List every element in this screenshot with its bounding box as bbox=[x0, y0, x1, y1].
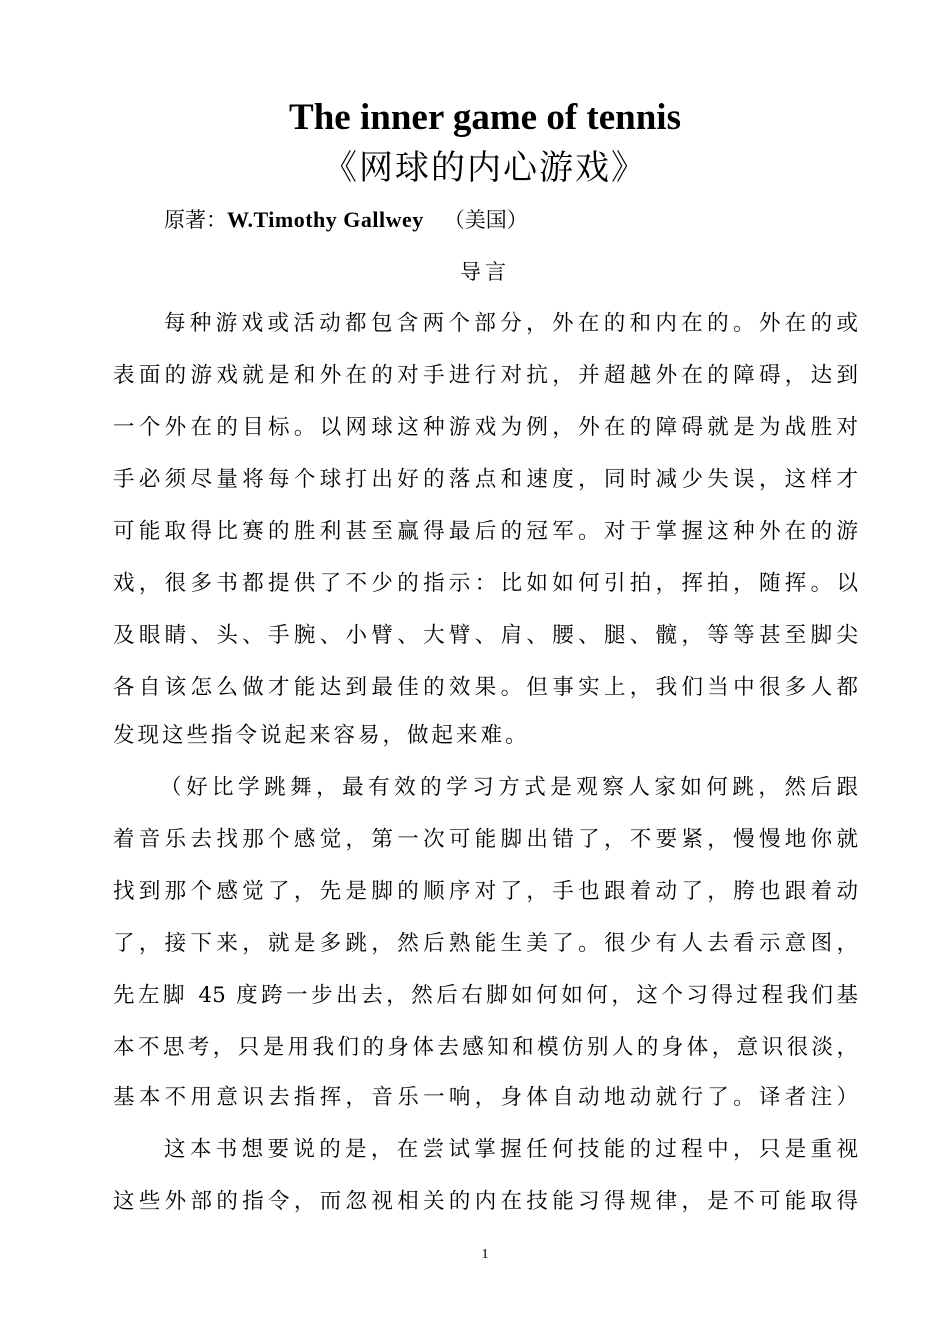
author-prefix: 原著： bbox=[164, 208, 227, 232]
body-line: 基本不用意识去指挥，音乐一响，身体自动地动就行了。译者注） bbox=[113, 1085, 858, 1110]
body-line: 找到那个感觉了，先是脚的顺序对了，手也跟着动了，胯也跟着动 bbox=[113, 879, 858, 904]
page-number: 1 bbox=[481, 1247, 489, 1262]
body-line: 发现这些指令说起来容易，做起来难。 bbox=[113, 723, 530, 748]
body-line: 表面的游戏就是和外在的对手进行对抗，并超越外在的障碍，达到 bbox=[113, 363, 858, 388]
body-line: 每种游戏或活动都包含两个部分，外在的和内在的。外在的或 bbox=[164, 311, 858, 336]
body-line: 手必须尽量将每个球打出好的落点和速度，同时减少失误，这样才 bbox=[113, 467, 858, 492]
title-chinese: 《网球的内心游戏》 bbox=[323, 148, 647, 188]
body-line: 了，接下来，就是多跳，然后熟能生美了。很少有人去看示意图， bbox=[113, 931, 858, 956]
body-line: 这本书想要说的是，在尝试掌握任何技能的过程中，只是重视 bbox=[164, 1137, 858, 1162]
body-line: 一个外在的目标。以网球这种游戏为例，外在的障碍就是为战胜对 bbox=[113, 415, 858, 440]
body-line: 可能取得比赛的胜利甚至赢得最后的冠军。对于掌握这种外在的游 bbox=[113, 519, 858, 544]
body-line: 戏，很多书都提供了不少的指示：比如如何引拍，挥拍，随挥。以 bbox=[113, 571, 858, 596]
author-line bbox=[164, 204, 528, 236]
section-heading: 导言 bbox=[460, 260, 510, 284]
body-line: 本不思考，只是用我们的身体去感知和模仿别人的身体，意识很淡， bbox=[113, 1035, 858, 1060]
body-line: 及眼睛、头、手腕、小臂、大臂、肩、腰、腿、髋，等等甚至脚尖 bbox=[113, 623, 858, 648]
body-line: 这些外部的指令，而忽视相关的内在技能习得规律，是不可能取得 bbox=[113, 1189, 858, 1214]
body-line: 各自该怎么做才能达到最佳的效果。但事实上，我们当中很多人都 bbox=[113, 675, 858, 700]
author-country: （美国） bbox=[443, 208, 528, 232]
body-line: 着音乐去找那个感觉，第一次可能脚出错了，不要紧，慢慢地你就 bbox=[113, 827, 858, 852]
title-english: The inner game of tennis bbox=[289, 97, 681, 138]
author-name: W.Timothy Gallwey bbox=[227, 207, 424, 232]
body-line: （好比学跳舞，最有效的学习方式是观察人家如何跳，然后跟 bbox=[160, 775, 858, 800]
body-line: 先左脚 45 度跨一步出去，然后右脚如何如何，这个习得过程我们基 bbox=[113, 983, 858, 1008]
